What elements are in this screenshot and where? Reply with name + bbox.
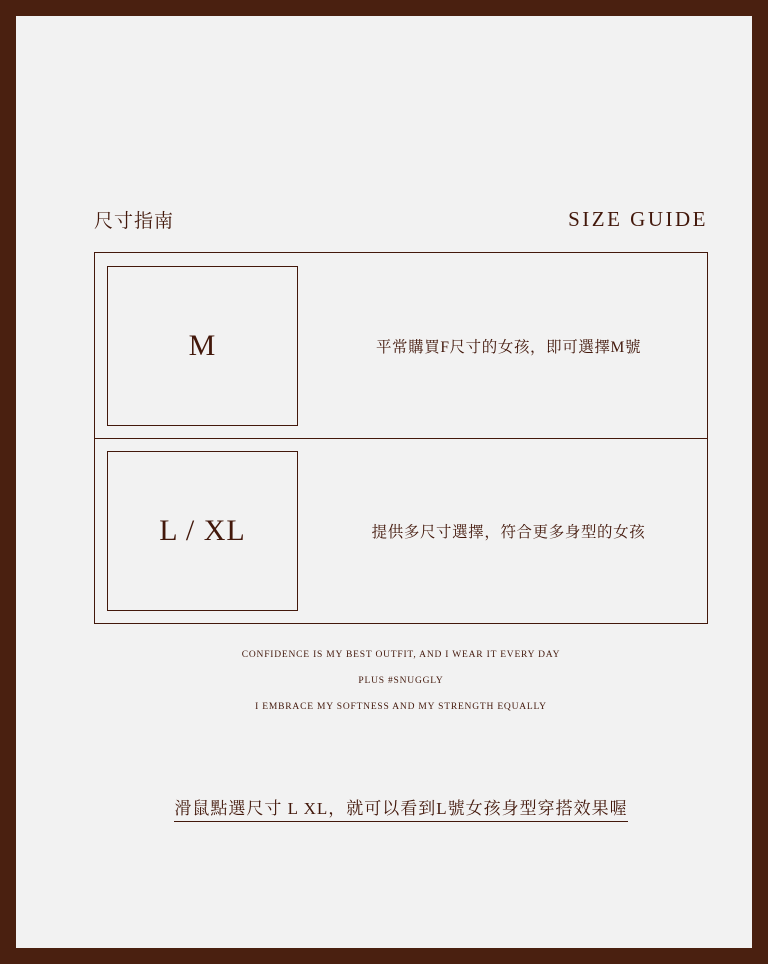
footer-note-link[interactable]: 滑鼠點選尺寸 L XL，就可以看到L號女孩身型穿搭效果喔: [174, 799, 627, 822]
table-row[interactable]: [95, 253, 707, 438]
size-guide-header: [94, 206, 708, 236]
size-label-cell-m: [95, 253, 310, 438]
tagline-2: PLUS #SNUGGLY: [358, 676, 444, 686]
size-box-lxl[interactable]: [107, 451, 298, 611]
size-label-lxl: L / XL: [159, 514, 246, 547]
tagline-1: CONFIDENCE IS MY BEST OUTFIT, AND I WEAR IT EVERY DAY: [241, 650, 561, 660]
size-description-lxl: 提供多尺寸選擇，符合更多身型的女孩: [371, 524, 646, 541]
footer-note: [94, 794, 708, 819]
size-label-cell-lxl: [95, 439, 310, 623]
size-guide-table: [94, 252, 708, 624]
table-row[interactable]: [95, 438, 707, 623]
tagline-block: [94, 642, 708, 720]
size-desc-cell-m: [310, 253, 707, 438]
content-area: [94, 16, 708, 948]
size-label-m: M: [188, 328, 217, 362]
tagline-3: I EMBRACE MY SOFTNESS AND MY STRENGTH EQUALLY: [255, 702, 547, 712]
page-title-en: SIZE GUIDE: [568, 207, 708, 231]
size-description-m: 平常購買F尺寸的女孩，即可選擇M號: [375, 338, 642, 356]
size-box-m[interactable]: [107, 266, 298, 426]
size-desc-cell-lxl: [310, 439, 707, 623]
page-canvas: [16, 16, 752, 948]
page-title-cn: 尺寸指南: [94, 211, 175, 232]
